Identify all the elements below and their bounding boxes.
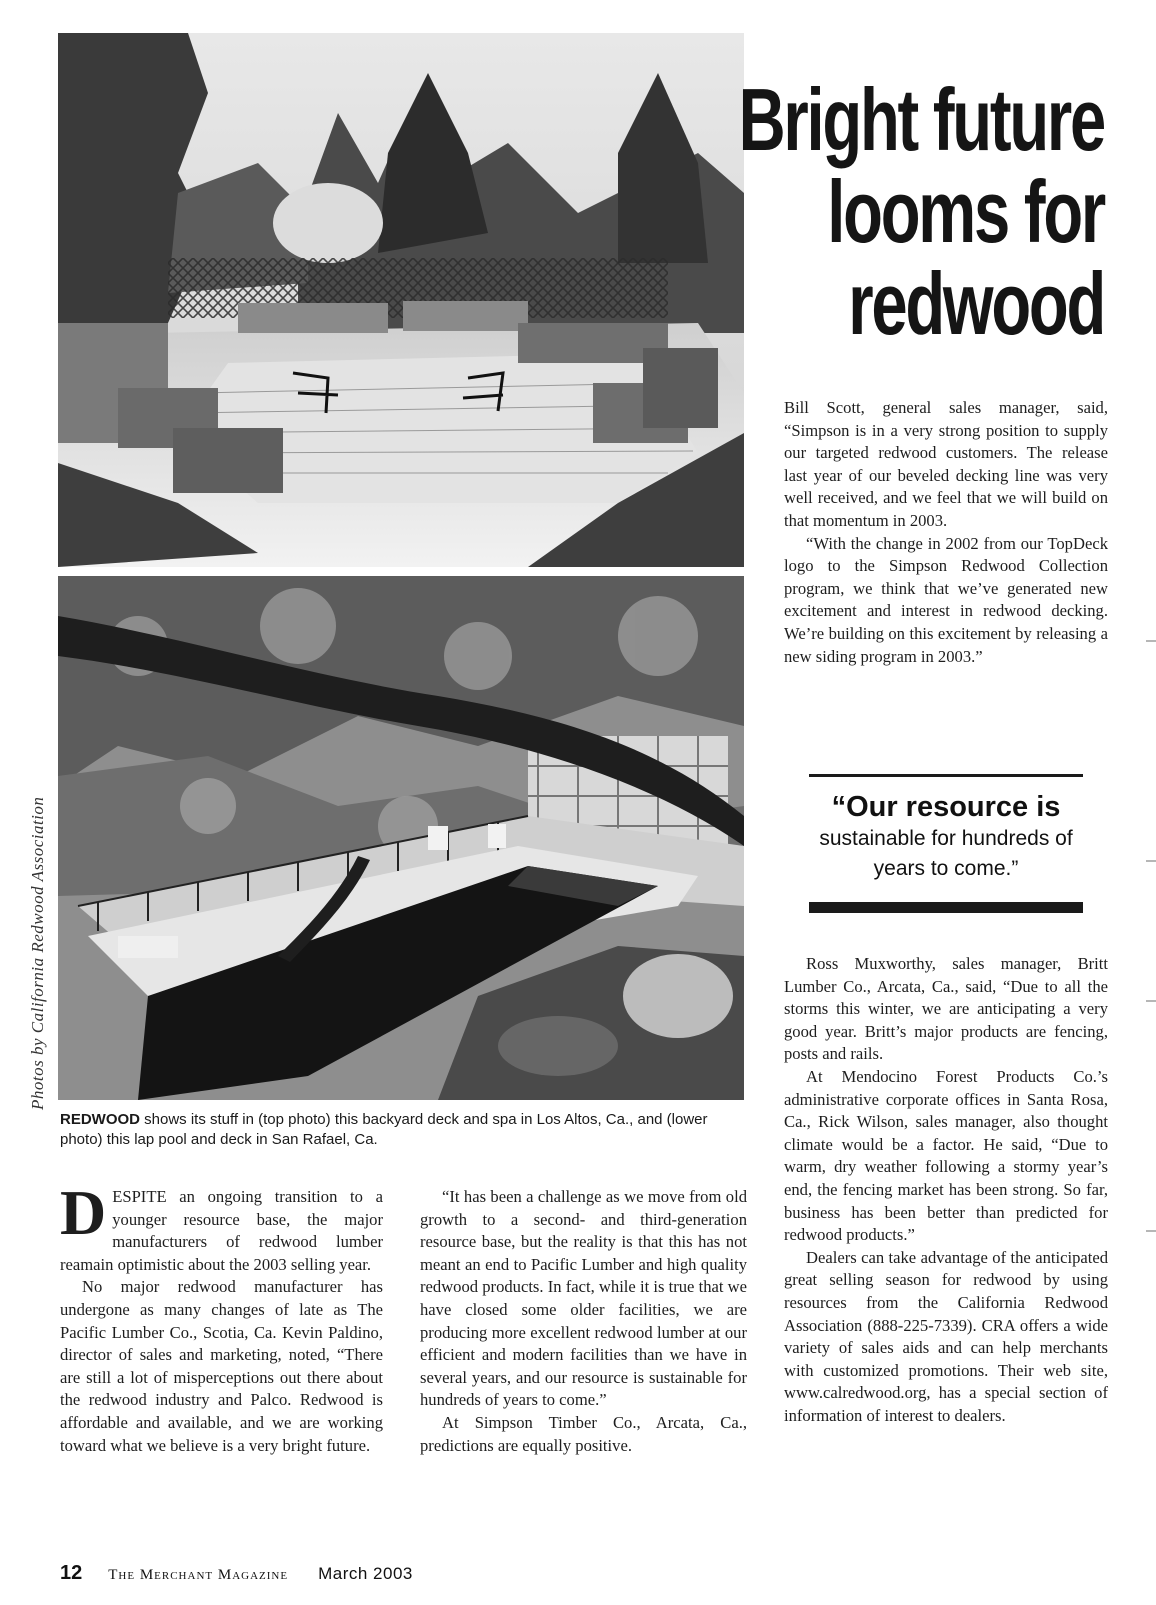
photo-credit: Photos by California Redwood Association: [28, 796, 47, 1110]
edge-mark: [1146, 1000, 1156, 1002]
issue-date: March 2003: [318, 1564, 413, 1583]
edge-mark: [1146, 640, 1156, 642]
pullquote-rule-top: [809, 774, 1083, 777]
article-column-1: [60, 1177, 383, 1457]
article-paragraph: “With the change in 2002 from our TopDeck logo to the Simpson Redwood Collection program, we think that we’ve generated new excitement and interest in redwood decking. We’re building on this excitement by releasing a new siding program in 2003.”: [784, 533, 1108, 666]
article-paragraph: Bill Scott, general sales manager, said, “Simpson is in a very strong position to supply our targeted redwood customers. The release last year of our beveled decking line was very well received, and we feel that we will build on that momentum in 2003.: [784, 398, 1108, 530]
article-paragraph: Ross Muxworthy, sales manager, Britt Lumber Co., Arcata, Ca., said, “Due to all the storms this winter, we are anticipating a very good year. Britt’s major products are fencing, posts and rails.: [784, 954, 1108, 1064]
headline: [719, 70, 1104, 353]
page-footer: [60, 1562, 413, 1588]
deck-scene-graphic: [58, 33, 744, 567]
pool-scene-graphic: [58, 576, 744, 1100]
pullquote: [809, 790, 1083, 884]
pullquote-sub: sustainable for hundreds of years to come.”: [819, 827, 1073, 880]
headline-line-1: Bright future: [738, 70, 1104, 169]
caption-lead: REDWOOD: [60, 1111, 140, 1128]
bottom-photo-lap-pool: [58, 576, 744, 1100]
headline-line-2: looms for: [827, 162, 1104, 261]
article-column-3-bottom: [784, 953, 1108, 1427]
pullquote-rule-bottom: [809, 902, 1083, 913]
article-paragraph: DESPITE an ongoing transition to a younger resource base, the major manufacturers of redwood lumber reamain optimistic about the 2003 selling year.: [60, 1177, 383, 1274]
edge-mark: [1146, 1230, 1156, 1232]
top-photo-backyard-deck: [58, 33, 744, 567]
edge-mark: [1146, 860, 1156, 862]
article-paragraph: Dealers can take advantage of the anticipated great selling season for redwood by using resources from the California Redwood Association (888-225-7339). CRA offers a wide variety of sales aids and can help merchants with customized promotions. Their web site, www.calredwood.org, has a special section of information of interest to dealers.: [784, 1247, 1108, 1425]
caption-text: shows its stuff in (top photo) this backyard deck and spa in Los Altos, Ca., and (lower photo) this lap pool and deck in San Rafael, Ca.: [60, 1111, 708, 1148]
article-paragraph: At Simpson Timber Co., Arcata, Ca., predictions are equally positive.: [420, 1412, 747, 1455]
drop-cap: D: [60, 1177, 107, 1248]
page-number: 12: [60, 1562, 83, 1584]
headline-line-3: redwood: [848, 254, 1104, 353]
article-paragraph: At Mendocino Forest Products Co.’s administrative corporate offices in Santa Rosa, Ca., Rick Wilson, sales manager, also thought climate would be a factor. He said, “Due to warm, dry weather following a stormy year’s end, the fencing market has been strong. So far, business has been better than predicted for redwood products.”: [784, 1066, 1108, 1245]
article-paragraph: “It has been a challenge as we move from old growth to a second- and third-generation resource base, but the reality is that this has not meant an end to Pacific Lumber and high quality redwood products. In fact, while it is true that we have closed some older facilities, we are producing more excellent redwood lumber at our efficient and modern facilities than we have in several years, and our resource is sustainable for hundreds of years to come.”: [420, 1187, 747, 1410]
magazine-name: The Merchant Magazine: [108, 1567, 289, 1583]
photo-caption: [60, 1110, 748, 1150]
article-paragraph: No major redwood manufacturer has undergone as many changes of late as The Pacific Lumber Co., Scotia, Ca. Kevin Paldino, director of sales and marketing, noted, “There are still a lot of misperceptions out there about the redwood industry and Palco. Redwood is affordable and available, and we are working toward what we believe is a very bright future.: [60, 1277, 383, 1455]
article-column-2: [420, 1186, 747, 1457]
pullquote-main: “Our resource is: [831, 791, 1061, 823]
article-column-3-top: [784, 397, 1108, 668]
